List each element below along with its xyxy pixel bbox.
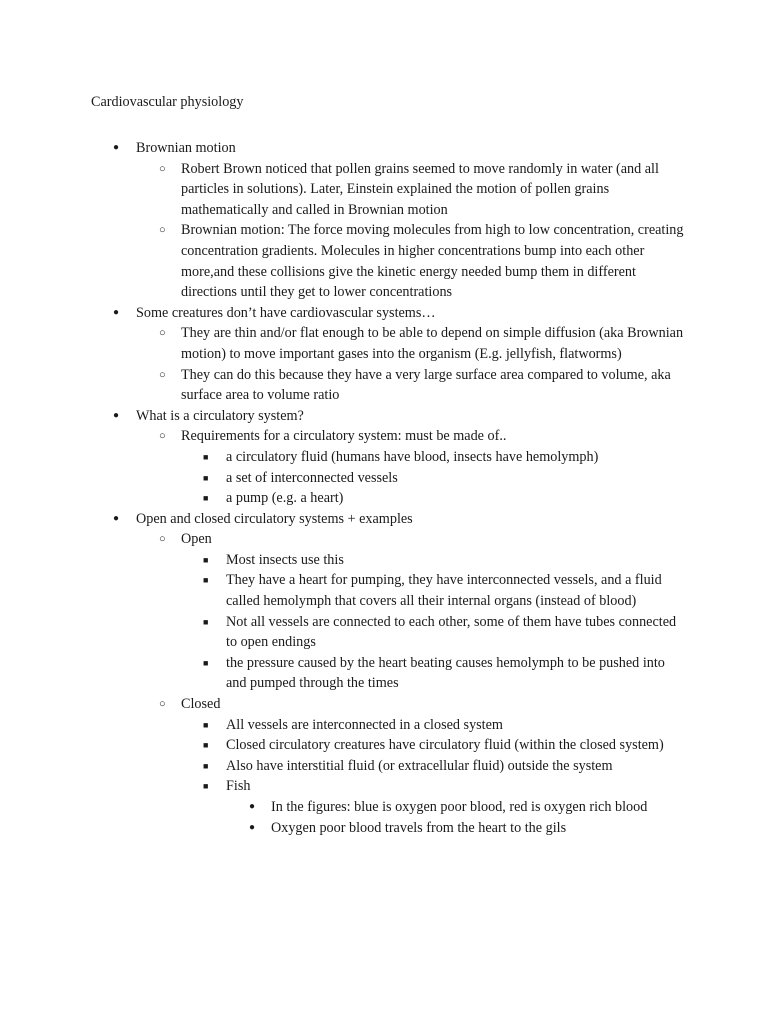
- list-item-text: ■ They have a heart for pumping, they have interconnected vessels, and a fluid called hemolymph that covers all their internal organs (instead of blood): [226, 572, 662, 610]
- list-item-text: ■ a pump (e.g. a heart): [226, 490, 344, 507]
- sub-list: [136, 426, 686, 508]
- sub-list: [181, 447, 686, 509]
- list-item-text: ■ Closed circulatory creatures have circulatory fluid (within the closed system): [226, 737, 664, 754]
- list-item: [181, 468, 686, 489]
- list-item: [181, 715, 686, 736]
- list-item: [226, 797, 686, 818]
- list-item-text: ● What is a circulatory system?: [136, 407, 304, 424]
- list-item-text: ■ Most insects use this: [226, 551, 344, 568]
- list-item: [136, 365, 686, 406]
- list-item-text: ● Oxygen poor blood travels from the heart to the gils: [271, 819, 567, 836]
- sub-list: [181, 715, 686, 839]
- list-item-text: ○ They can do this because they have a very large surface area compared to volume, aka surface area to volume ratio: [181, 366, 671, 404]
- list-item: [181, 447, 686, 468]
- list-item: [136, 426, 686, 508]
- list-item: [181, 735, 686, 756]
- list-item-text: ● Open and closed circulatory systems + examples: [136, 510, 413, 527]
- list-item-text: ■ Also have interstitial fluid (or extracellular fluid) outside the system: [226, 757, 613, 774]
- list-item-text: ● Brownian motion: [136, 140, 236, 156]
- list-item: [181, 756, 686, 777]
- list-item-text: ○ Open: [181, 531, 212, 548]
- list-item: [136, 220, 686, 302]
- sub-list: [181, 550, 686, 694]
- sub-list: [136, 159, 686, 303]
- list-item-text: ■ Fish: [226, 778, 251, 795]
- list-item: [136, 323, 686, 364]
- list-item-text: ● Some creatures don’t have cardiovascular systems…: [136, 304, 436, 321]
- list-item-text: ■ the pressure caused by the heart beating causes hemolymph to be pushed into and pumped through the times: [226, 654, 665, 692]
- list-item-text: ■ Not all vessels are connected to each other, some of them have tubes connected to open endings: [226, 613, 677, 651]
- list-item: [226, 818, 686, 839]
- list-item-text: ○ Requirements for a circulatory system: must be made of..: [181, 428, 507, 445]
- list-item: [181, 776, 686, 838]
- list-item: [181, 550, 686, 571]
- list-item: [136, 529, 686, 694]
- document-title: Cardiovascular physiology: [91, 94, 244, 110]
- list-item-text: ● In the figures: blue is oxygen poor blood, red is oxygen rich blood: [271, 799, 648, 815]
- list-item: [0, 509, 686, 839]
- list-item-text: ■ a set of interconnected vessels: [226, 469, 398, 486]
- list-item: [0, 303, 686, 406]
- list-item-text: ○ They are thin and/or flat enough to be able to depend on simple diffusion (aka Brownian motion) to move important gases into the organism (E.g. jellyfish, flatworms): [181, 325, 684, 362]
- list-item: [0, 138, 686, 303]
- list-item: [181, 612, 686, 653]
- list-item-text: ○ Brownian motion: The force moving molecules from high to low concentration, creating concentration gradients. Molecules in higher concentrations bump into each other more,and these collisions give the kinetic energy needed bump them in different directions until they get to lower concentrations: [181, 222, 684, 301]
- list-item-text: ■ a circulatory fluid (humans have blood, insects have hemolymph): [226, 448, 599, 465]
- list-item-text: ○ Robert Brown noticed that pollen grains seemed to move randomly in water (and all particles in solutions). Later, Einstein explained the motion of pollen grains mathematically and called in Brownian motion: [181, 160, 659, 218]
- list-item: [136, 159, 686, 221]
- list-item-text: ○ Closed: [181, 696, 221, 713]
- list-item-text: ■ All vessels are interconnected in a closed system: [226, 716, 503, 733]
- list-item: [0, 406, 686, 509]
- sub-list: [136, 529, 686, 838]
- list-item: [181, 653, 686, 694]
- sub-list: [226, 797, 686, 838]
- list-item: [181, 488, 686, 509]
- list-item: [181, 570, 686, 611]
- sub-list: [136, 323, 686, 405]
- outline-list: [0, 138, 768, 838]
- list-item: [136, 694, 686, 838]
